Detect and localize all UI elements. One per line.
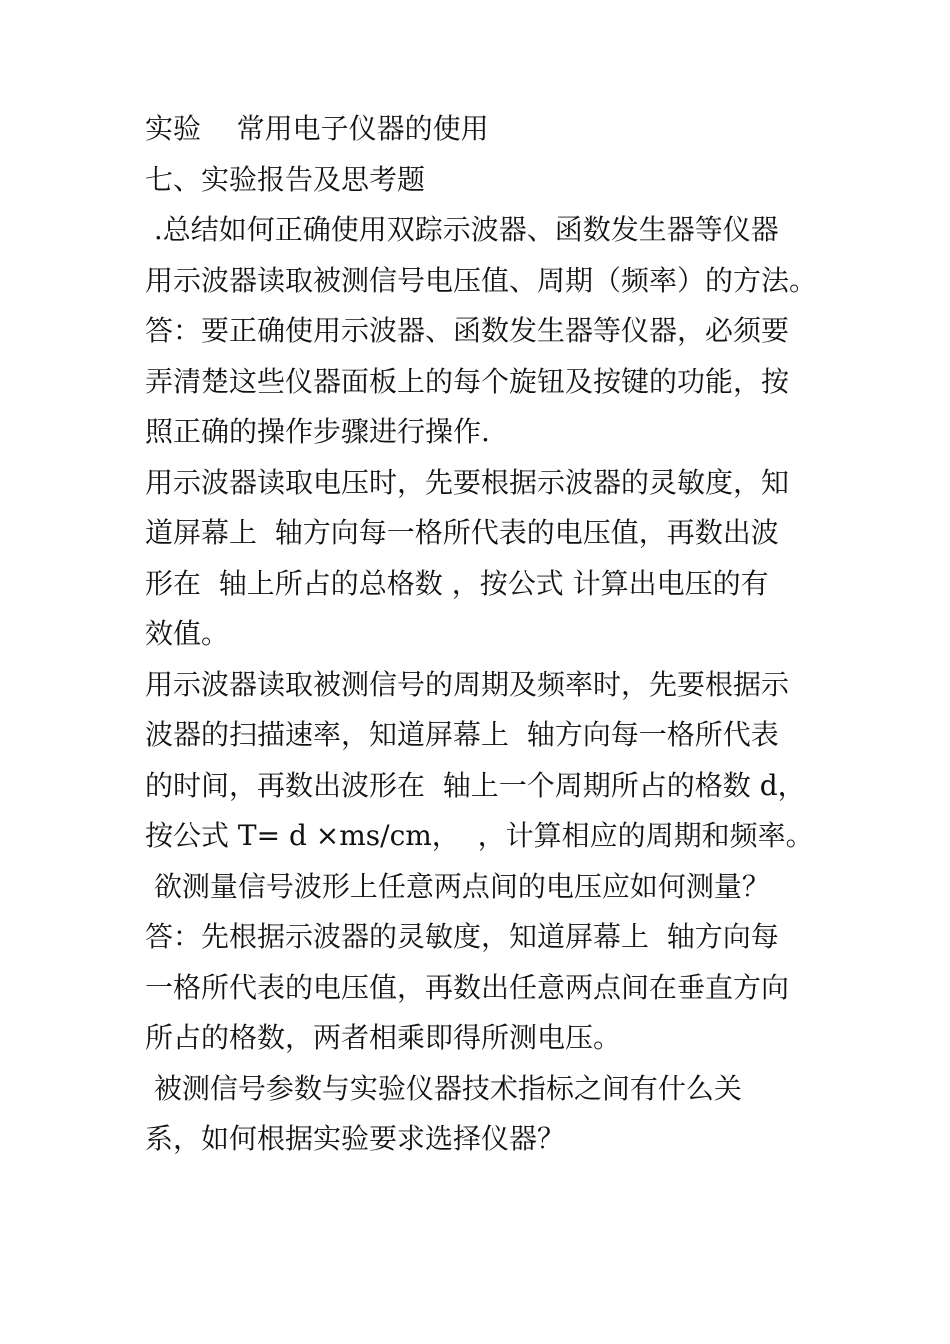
document-body	[145, 104, 825, 1165]
question-1-line-1: .总结如何正确使用双踪示波器、函数发生器等仪器	[145, 213, 779, 246]
voltage-paragraph-line-3: 形在 轴上所占的总格数 ，按公式 计算出电压的有	[145, 566, 769, 600]
section-heading: 七、实验报告及思考题	[145, 162, 426, 196]
period-paragraph-line-1: 用示波器读取被测信号的周期及频率时，先要根据示	[145, 667, 790, 701]
answer-2-line-2: 一格所代表的电压值，再数出任意两点间在垂直方向	[145, 970, 790, 1004]
answer-2-line-3: 所占的格数，两者相乘即得所测电压。	[145, 1021, 622, 1054]
question-3-line-1: 被测信号参数与实验仪器技术指标之间有什么关	[145, 1071, 742, 1105]
question-3-line-2: 系，如何根据实验要求选择仪器？	[145, 1122, 566, 1155]
voltage-paragraph-line-4: 效值。	[145, 617, 230, 650]
answer-1-line-2: 弄清楚这些仪器面板上的每个旋钮及按键的功能，按	[145, 364, 790, 398]
question-2: 欲测量信号波形上任意两点间的电压应如何测量？	[145, 869, 770, 903]
period-paragraph-line-4: 按公式 T= d ×ms/cm， ，计算相应的周期和频率。	[145, 819, 814, 852]
voltage-paragraph-line-1: 用示波器读取电压时，先要根据示波器的灵敏度，知	[145, 465, 790, 499]
question-1-line-2: 用示波器读取被测信号电压值、周期（频率）的方法。	[145, 263, 818, 297]
answer-1-line-3: 照正确的操作步骤进行操作.	[145, 415, 490, 448]
period-paragraph-line-3: 的时间，再数出波形在 轴上一个周期所占的格数 d，	[145, 768, 806, 802]
answer-2-line-1: 答：先根据示波器的灵敏度，知道屏幕上 轴方向每	[145, 920, 779, 953]
period-paragraph-line-2: 波器的扫描速率，知道屏幕上 轴方向每一格所代表	[145, 718, 779, 751]
voltage-paragraph-line-2: 道屏幕上 轴方向每一格所代表的电压值，再数出波	[145, 516, 779, 549]
answer-1-line-1: 答：要正确使用示波器、函数发生器等仪器，必须要	[145, 314, 790, 347]
experiment-title: 实验 常用电子仪器的使用	[145, 112, 489, 145]
